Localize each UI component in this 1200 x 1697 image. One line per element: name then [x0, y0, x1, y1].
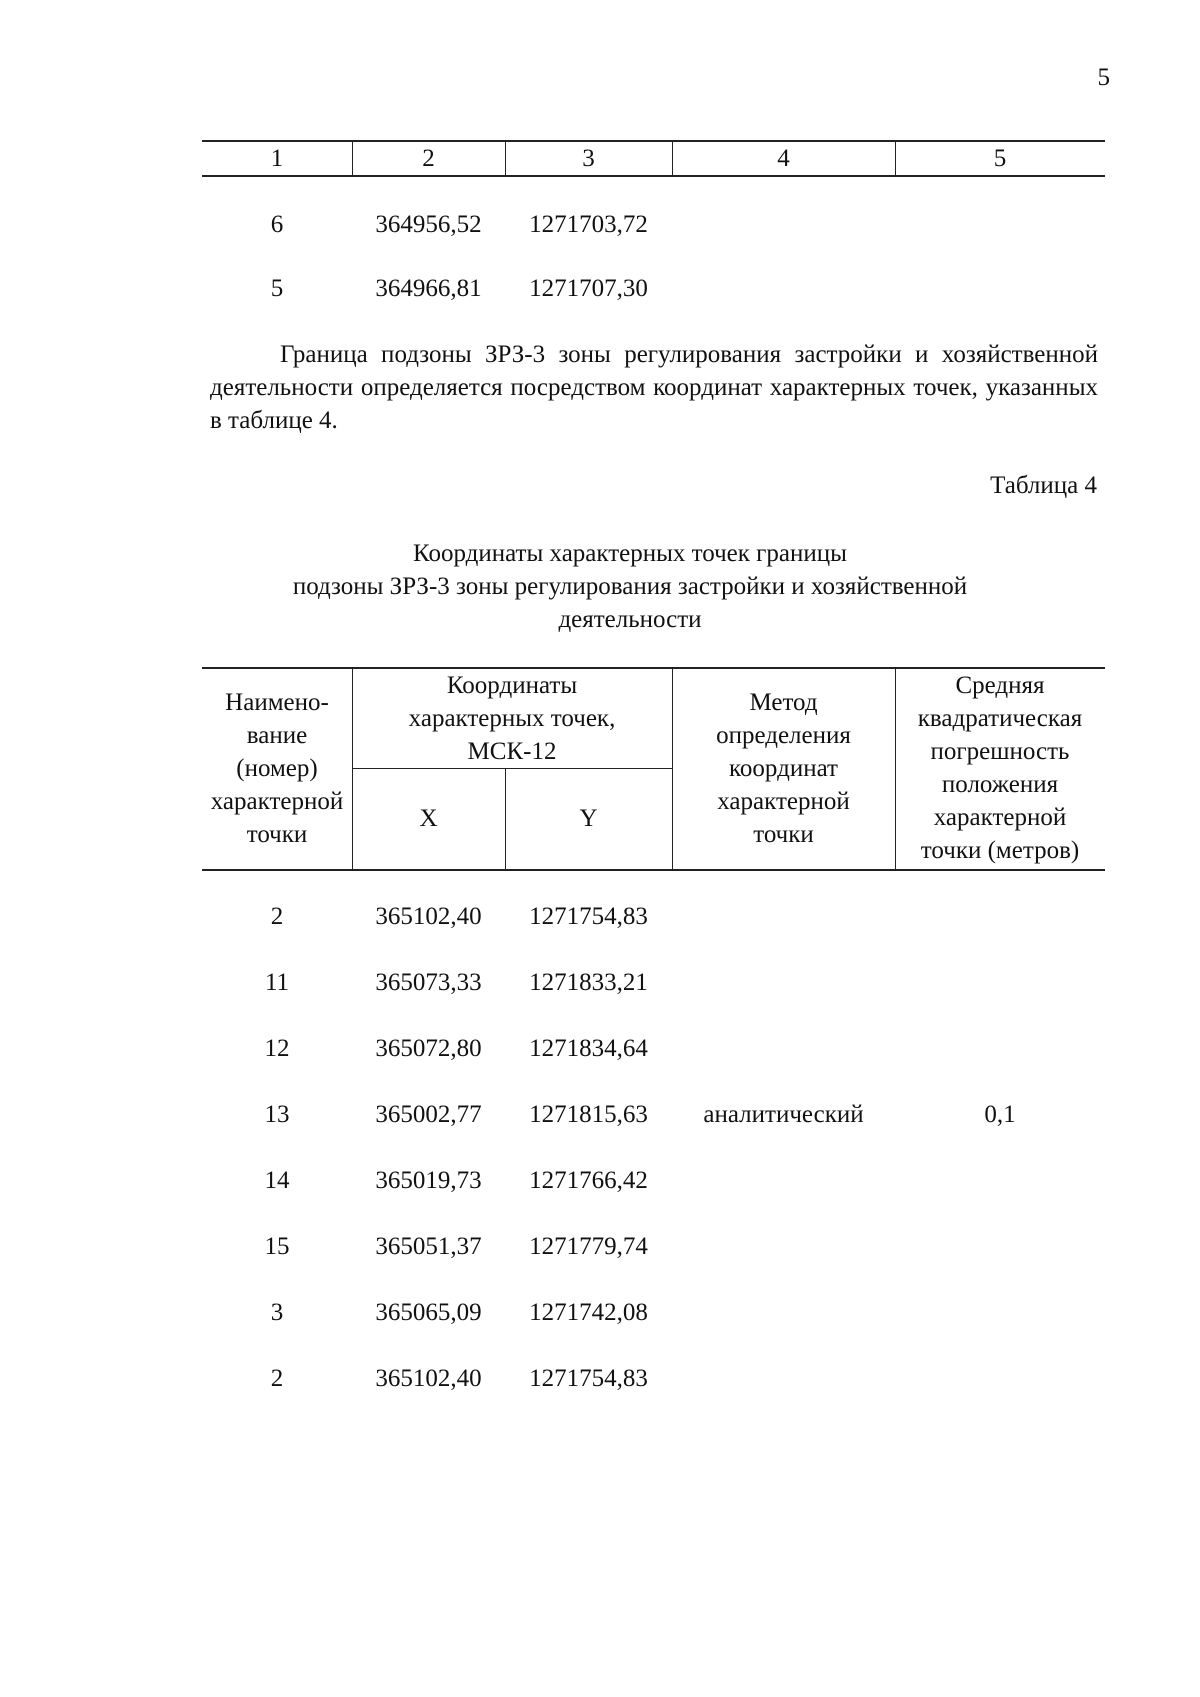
table-row — [202, 1362, 1105, 1396]
coord-x: 365002,77 — [375, 1101, 482, 1128]
point-number: 5 — [270, 275, 284, 302]
method-value: аналитический — [703, 1101, 864, 1128]
table-row — [202, 1098, 1105, 1132]
header-col-1: 1 — [270, 145, 284, 172]
point-number: 3 — [270, 1299, 284, 1326]
header-point-name — [202, 686, 352, 851]
coord-y: 1271754,83 — [529, 903, 648, 930]
table-row — [202, 966, 1105, 1000]
coord-y: 1271703,72 — [529, 211, 648, 238]
table-row — [202, 1032, 1105, 1066]
header-line: характерной — [210, 788, 344, 815]
point-number: 15 — [264, 1233, 290, 1260]
coord-y: 1271754,83 — [529, 1365, 648, 1392]
header-line: точки — [753, 821, 814, 848]
table-title-line: Координаты характерных точек границы — [413, 540, 847, 567]
header-col-5: 5 — [993, 145, 1007, 172]
header-line: Наимено- — [225, 689, 329, 716]
header-error — [895, 669, 1105, 867]
point-number: 11 — [264, 969, 290, 996]
coord-x: 365102,40 — [375, 903, 482, 930]
coord-x: 365065,09 — [375, 1299, 482, 1326]
header-line: (номер) — [236, 755, 318, 782]
coord-x: 365051,37 — [375, 1233, 482, 1260]
point-number: 2 — [270, 903, 284, 930]
header-coordinates — [352, 669, 672, 768]
table-row — [202, 273, 1105, 305]
header-line: погрешность — [930, 738, 1070, 765]
table-title — [250, 537, 1010, 636]
point-number: 14 — [264, 1167, 290, 1194]
header-line: положения — [941, 771, 1059, 798]
header-line: характерной — [933, 804, 1067, 831]
coord-y: 1271707,30 — [529, 275, 648, 302]
header-line: точки (метров) — [920, 837, 1080, 864]
coord-x: 365072,80 — [375, 1035, 482, 1062]
header-col-3: 3 — [582, 145, 595, 172]
body-paragraph — [210, 338, 1098, 437]
point-number: 12 — [264, 1035, 290, 1062]
header-line: координат — [729, 755, 838, 782]
coord-x: 364966,81 — [375, 275, 482, 302]
coord-y: 1271834,64 — [529, 1035, 648, 1062]
coord-x: 365073,33 — [375, 969, 482, 996]
coord-y: 1271779,74 — [529, 1233, 648, 1260]
header-line: квадратическая — [917, 705, 1083, 732]
header-line: Средняя — [955, 672, 1045, 699]
table-row — [202, 1164, 1105, 1198]
coord-x: 365102,40 — [375, 1365, 482, 1392]
table-row — [202, 209, 1105, 241]
coord-y: 1271833,21 — [529, 969, 648, 996]
header-line: характерных точек, — [408, 705, 616, 732]
coord-x: 364956,52 — [375, 211, 482, 238]
coord-y: 1271766,42 — [529, 1167, 648, 1194]
table-title-line: деятельности — [558, 606, 702, 633]
header-line: Метод — [749, 689, 818, 716]
point-number: 13 — [264, 1101, 290, 1128]
coord-x: 365019,73 — [375, 1167, 482, 1194]
header-line: точки — [246, 821, 308, 848]
header-col-2: 2 — [422, 145, 435, 172]
header-y: Y — [579, 805, 598, 832]
table-label: Таблица 4 — [990, 472, 1097, 499]
header-x: X — [419, 805, 438, 832]
error-value: 0,1 — [984, 1101, 1016, 1128]
header-line: характерной — [717, 788, 850, 815]
header-method — [672, 686, 895, 851]
header-line: вание — [246, 722, 308, 749]
table-row — [202, 1296, 1105, 1330]
coord-y: 1271742,08 — [529, 1299, 648, 1326]
point-number: 2 — [270, 1365, 284, 1392]
header-col-4: 4 — [777, 145, 790, 172]
header-line: Координаты — [446, 672, 578, 699]
coord-y: 1271815,63 — [529, 1101, 648, 1128]
paragraph-text: Граница подзоны ЗРЗ-3 зоны регулирования застройки и хозяйственной деятельности определяется посредством координат характерных точек, указанных в таблице 4. — [210, 341, 1098, 434]
table-row — [202, 1230, 1105, 1264]
point-number: 6 — [270, 211, 284, 238]
table-row — [202, 900, 1105, 934]
table-title-line: подзоны ЗРЗ-3 зоны регулирования застройки и хозяйственной — [292, 573, 968, 600]
continuation-table-header — [202, 140, 1105, 177]
divider — [352, 768, 672, 769]
header-line: МСК-12 — [467, 738, 557, 765]
header-line: определения — [716, 722, 851, 749]
table4-header — [202, 667, 1105, 871]
page-number: 5 — [1097, 64, 1110, 91]
